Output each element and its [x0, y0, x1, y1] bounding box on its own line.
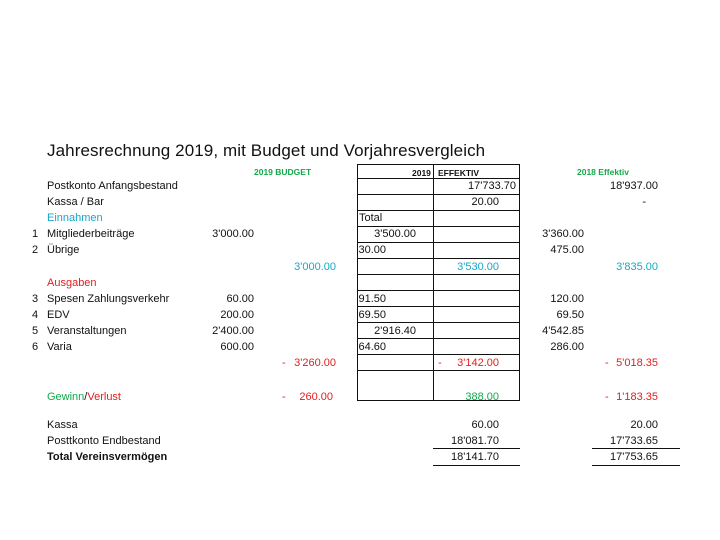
underline: [592, 448, 680, 449]
label-slash: /: [84, 391, 88, 403]
sum-expense-2018: 5'018.35: [616, 357, 658, 369]
grid-line: [357, 354, 520, 355]
value-budget: 60.00: [226, 293, 254, 305]
value-postkonto-2018: 18'937.00: [610, 180, 658, 192]
value-2018: 4'542.85: [542, 325, 584, 337]
grid-line: [357, 164, 520, 165]
label-kassa: Kassa: [47, 419, 78, 431]
row-number: 4: [32, 309, 39, 321]
value-total: 69.50: [358, 309, 386, 321]
sign-minus: -: [282, 391, 286, 403]
header-effektiv-year: 2019: [412, 168, 431, 178]
sum-expense-budget: 3'260.00: [294, 357, 336, 369]
grid-line: [357, 338, 520, 339]
value-total-vermoegen-2018: 17'753.65: [610, 451, 658, 463]
row-number: 2: [32, 244, 39, 256]
value-kassa-2018: 20.00: [630, 419, 658, 431]
label-kassa-bar: Kassa / Bar: [47, 196, 104, 208]
label-veranstaltungen: Veranstaltungen: [47, 325, 127, 337]
grid-line: [357, 164, 358, 400]
label-verlust: Verlust: [87, 391, 121, 403]
label-total: Total: [359, 212, 383, 224]
row-number: 3: [32, 293, 39, 305]
value-budget: 600.00: [220, 341, 254, 353]
value-total: 3'500.00: [374, 228, 416, 240]
grid-line: [357, 306, 520, 307]
underline: [433, 448, 520, 449]
sign-minus: -: [605, 391, 609, 403]
row-number: 6: [32, 341, 39, 353]
row-number: 5: [32, 325, 39, 337]
value-kassa-bar-2019: 20.00: [471, 196, 499, 208]
value-total: 2'916.40: [374, 325, 416, 337]
value-total: 64.60: [358, 341, 386, 353]
grid-line: [357, 290, 520, 291]
value-posttkonto-2018: 17'733.65: [610, 435, 658, 447]
value-kassa-bar-2018: -: [642, 196, 646, 208]
label-gewinn-verlust: [47, 390, 121, 404]
result-2019: 388.00: [465, 391, 499, 403]
header-budget-2019: 2019 BUDGET: [254, 167, 312, 177]
value-budget: 200.00: [220, 309, 254, 321]
label-gewinn: Gewinn: [47, 391, 85, 403]
sum-income-budget: 3'000.00: [294, 261, 336, 273]
page-title: Jahresrechnung 2019, mit Budget und Vorjahresvergleich: [47, 141, 486, 160]
header-effektiv-label: EFFEKTIV: [438, 168, 480, 178]
label-posttkonto-endbestand: Posttkonto Endbestand: [47, 435, 161, 447]
result-2018: 1'183.35: [616, 391, 658, 403]
value-2018: 3'360.00: [542, 228, 584, 240]
sign-minus: -: [438, 357, 442, 369]
double-underline: [592, 465, 680, 466]
label-edv: EDV: [47, 309, 70, 321]
value-2018: 286.00: [550, 341, 584, 353]
value-budget: 2'400.00: [212, 325, 254, 337]
label-mitgliederbeitraege: Mitgliederbeiträge: [47, 228, 135, 240]
double-underline: [433, 465, 520, 466]
grid-line: [357, 274, 520, 275]
sum-expense-2019: 3'142.00: [457, 357, 499, 369]
value-2018: 69.50: [556, 309, 584, 321]
label-uebrige: Übrige: [47, 244, 80, 256]
value-total-vermoegen-2019: 18'141.70: [451, 451, 499, 463]
sum-income-2019: 3'530.00: [457, 261, 499, 273]
grid-line: [519, 164, 520, 400]
label-postkonto-anfangsbestand: Postkonto Anfangsbestand: [47, 180, 178, 192]
label-spesen: Spesen Zahlungsverkehr: [47, 293, 170, 305]
sum-income-2018: 3'835.00: [616, 261, 658, 273]
row-number: 1: [32, 228, 39, 240]
result-budget: 260.00: [299, 391, 333, 403]
grid-line: [357, 258, 520, 259]
grid-line: [357, 370, 520, 371]
value-budget: 3'000.00: [212, 228, 254, 240]
value-total: 91.50: [358, 293, 386, 305]
grid-line: [357, 322, 520, 323]
section-ausgaben: Ausgaben: [47, 277, 97, 289]
label-total-vereinsvermoegen: Total Vereinsvermögen: [47, 451, 168, 463]
value-total: 30.00: [358, 244, 386, 256]
label-varia: Varia: [47, 341, 72, 353]
value-posttkonto-2019: 18'081.70: [451, 435, 499, 447]
header-effektiv-2018: 2018 Effektiv: [577, 167, 629, 177]
value-kassa-2019: 60.00: [471, 419, 499, 431]
value-2018: 475.00: [550, 244, 584, 256]
value-2018: 120.00: [550, 293, 584, 305]
section-einnahmen: Einnahmen: [47, 212, 103, 224]
value-postkonto-2019: 17'733.70: [468, 180, 516, 192]
sign-minus: -: [605, 357, 609, 369]
sign-minus: -: [282, 357, 286, 369]
